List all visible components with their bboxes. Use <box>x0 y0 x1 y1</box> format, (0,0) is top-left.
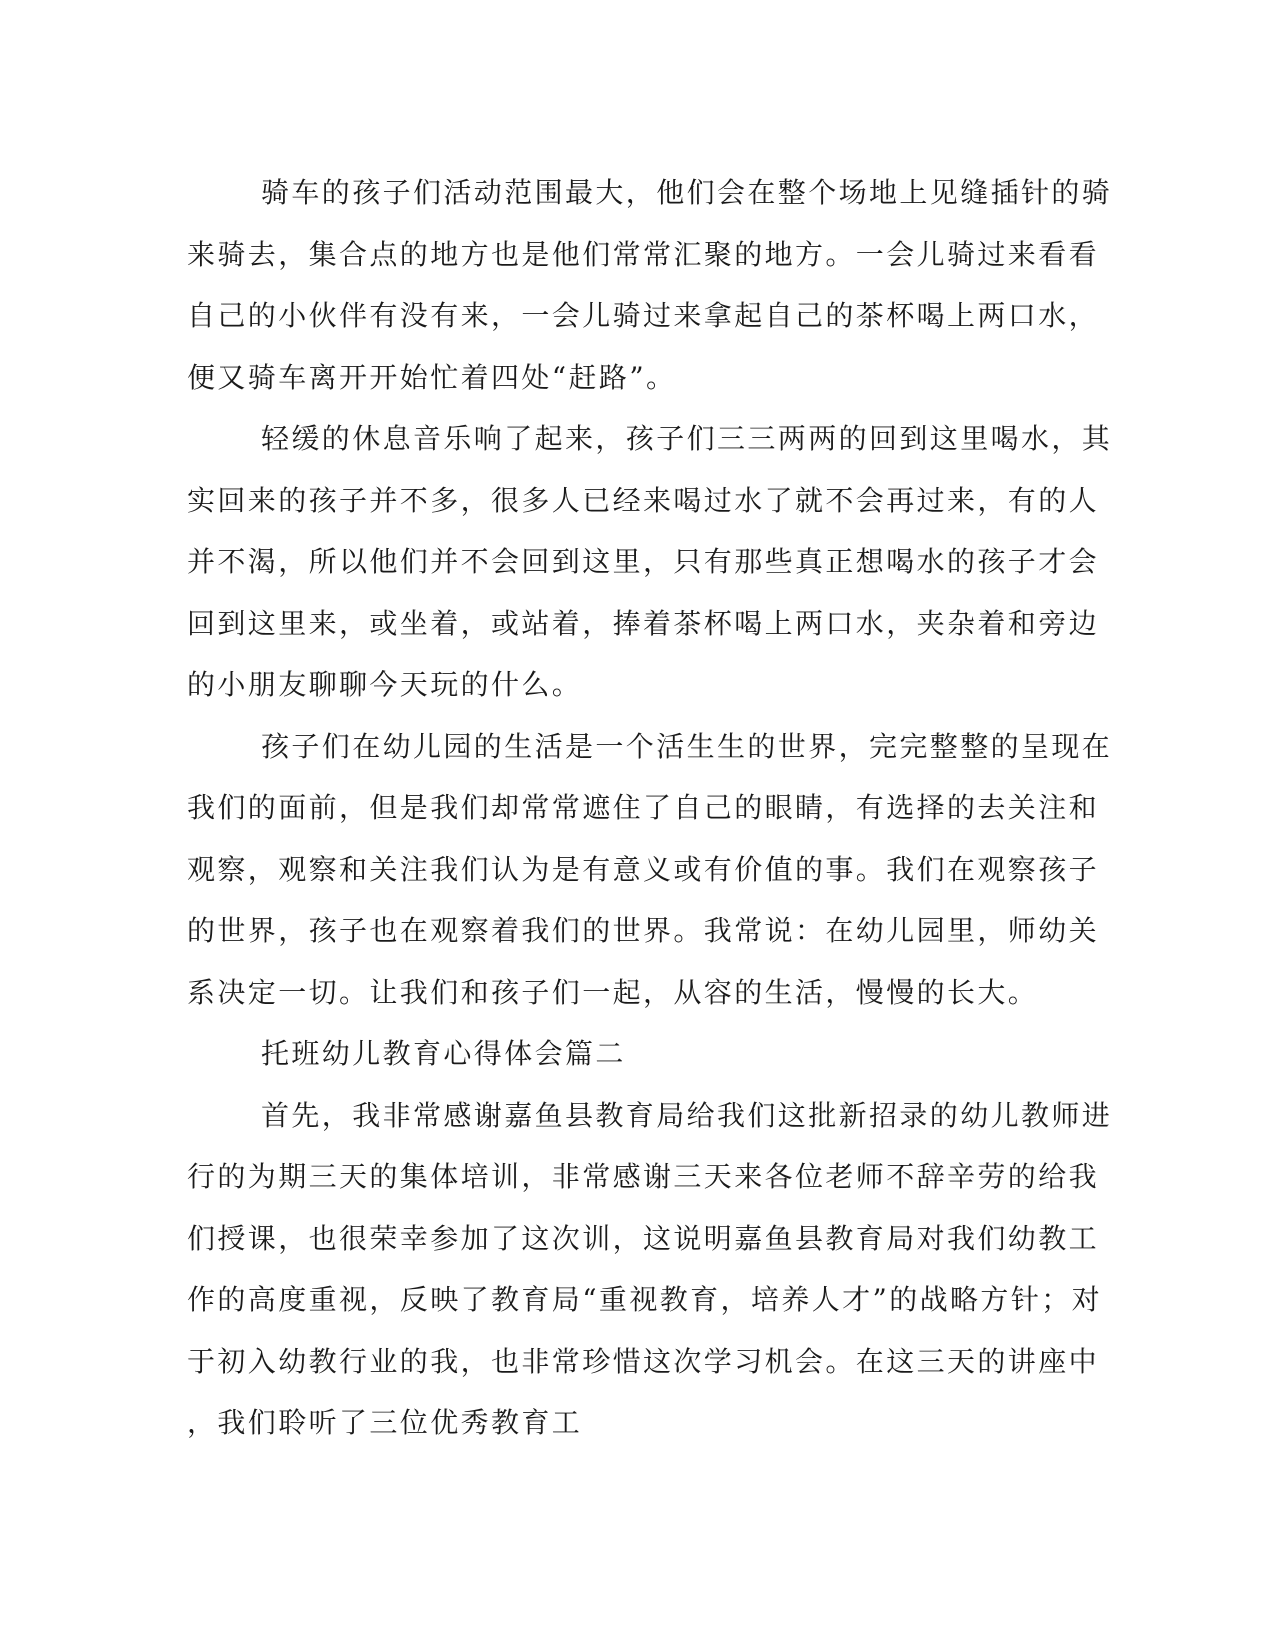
text-line: 便又骑车离开开始忙着四处“赶路”。 <box>187 360 677 394</box>
text-line: 实回来的孩子并不多，很多人已经来喝过水了就不会再过来，有的人 <box>187 483 1100 517</box>
text-line: 首先，我非常感谢嘉鱼县教育局给我们这批新招录的幼儿教师进 <box>261 1098 1113 1132</box>
text-line: 于初入幼教行业的我，也非常珍惜这次学习机会。在这三天的讲座中 <box>187 1344 1100 1378</box>
text-line: 自己的小伙伴有没有来，一会儿骑过来拿起自己的茶杯喝上两口水， <box>187 299 1100 332</box>
document-body <box>187 162 1113 1454</box>
text-line: 观察，观察和关注我们认为是有意义或有价值的事。我们在观察孩子 <box>187 852 1100 886</box>
text-line: 的小朋友聊聊今天玩的什么。 <box>187 668 583 701</box>
section-heading <box>187 1023 1067 1085</box>
text-line: 们授课，也很荣幸参加了这次训，这说明嘉鱼县教育局对我们幼教工 <box>187 1221 1100 1255</box>
paragraph-rest-music <box>187 408 1113 716</box>
text-line: 的世界，孩子也在观察着我们的世界。我常说：在幼儿园里，师幼关 <box>187 914 1100 947</box>
text-line: 骑车的孩子们活动范围最大，他们会在整个场地上见缝插针的骑 <box>261 176 1113 209</box>
text-line: 孩子们在幼儿园的生活是一个活生生的世界，完完整整的呈现在 <box>261 729 1113 763</box>
text-line: 系决定一切。让我们和孩子们一起，从容的生活，慢慢的长大。 <box>187 975 1039 1009</box>
text-line: ，我们聆听了三位优秀教育工 <box>187 1406 583 1439</box>
text-line: 来骑去，集合点的地方也是他们常常汇聚的地方。一会儿骑过来看看 <box>187 237 1100 271</box>
text-line: 并不渴，所以他们并不会回到这里，只有那些真正想喝水的孩子才会 <box>187 545 1100 578</box>
paragraph-kindergarten-life <box>187 716 1113 1024</box>
heading-line: 托班幼儿教育心得体会篇二 <box>261 1037 626 1070</box>
text-line: 回到这里来，或坐着，或站着，捧着茶杯喝上两口水，夹杂着和旁边 <box>187 606 1100 640</box>
paragraph-cycling-children <box>187 162 1113 408</box>
paragraph-training-thanks <box>187 1085 1113 1454</box>
text-line: 行的为期三天的集体培训，非常感谢三天来各位老师不辞辛劳的给我 <box>187 1160 1100 1193</box>
text-line: 我们的面前，但是我们却常常遮住了自己的眼睛，有选择的去关注和 <box>187 791 1100 824</box>
text-line: 轻缓的休息音乐响了起来，孩子们三三两两的回到这里喝水，其 <box>261 422 1113 455</box>
text-line: 作的高度重视，反映了教育局“重视教育，培养人才”的战略方针；对 <box>187 1283 1103 1316</box>
